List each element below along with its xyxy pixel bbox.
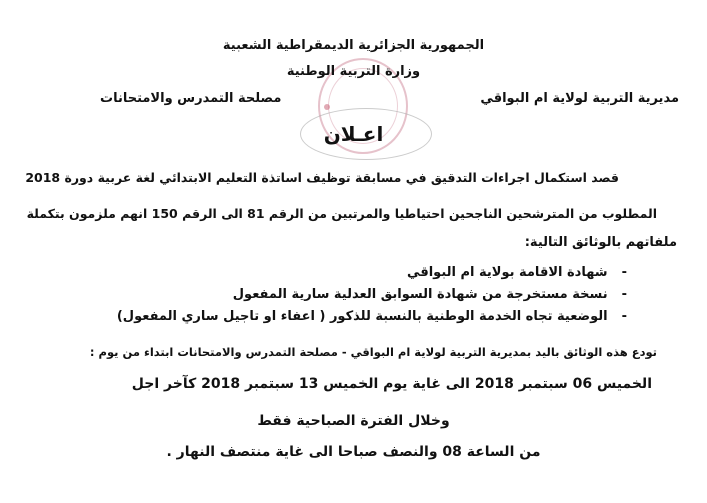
stamp-dot [324,104,330,110]
hours-line: من الساعة 08 والنصف صباحا الى غاية منتصف النهار . [166,444,541,460]
document-text: الوضعية تجاه الخدمة الوطنية بالنسبة للذكور ( اعفاء او تاجيل ساري المفعول) [116,309,608,324]
required-documents-list [117,262,627,328]
service-label: مصلحة التمدرس والامتحانات [100,91,282,106]
document-text: شهادة الاقامة بولاية ام البواقي [407,265,608,280]
directorate-label: مديرية التربية لولاية ام البواقي [480,91,679,106]
bullet-dash: - [621,265,627,280]
requirement-paragraph: المطلوب من المترشحين الناجحين احتياطيا والمرتبين من الرقم 81 الى الرقم 150 انهم ملزمون بتكملة [26,206,657,221]
deposit-paragraph: تودع هذه الوثائق باليد بمديرية التربية لولاية ام البواقي - مصلحة التمدرس والامتحانات ابتداء من يوم : [89,345,657,359]
document-item [117,306,627,328]
republic-heading: الجمهورية الجزائرية الديمقراطية الشعبية [222,38,485,53]
document-item [117,284,627,306]
document-text: نسخة مستخرجة من شهادة السوابق العدلية سارية المفعول [232,287,608,302]
bullet-dash: - [621,309,627,324]
dates-line: الخميس 06 سبتمبر 2018 الى غاية يوم الخميس 13 سبتمبر 2018 كآخر اجل [131,376,652,392]
announcement-title: اعـلان [323,122,384,146]
document-item [117,262,627,284]
bullet-dash: - [621,287,627,302]
intro-paragraph: قصد استكمال اجراءات التدقيق في مسابقة توظيف اساتذة التعليم الابتدائي لغة عربية دورة 2018 [25,170,619,185]
period-line: وخلال الفترة الصباحية فقط [257,413,450,429]
ministry-heading: وزارة التربية الوطنية [286,64,421,79]
documents-intro: ملفاتهم بالوثائق التالية: [524,235,677,250]
